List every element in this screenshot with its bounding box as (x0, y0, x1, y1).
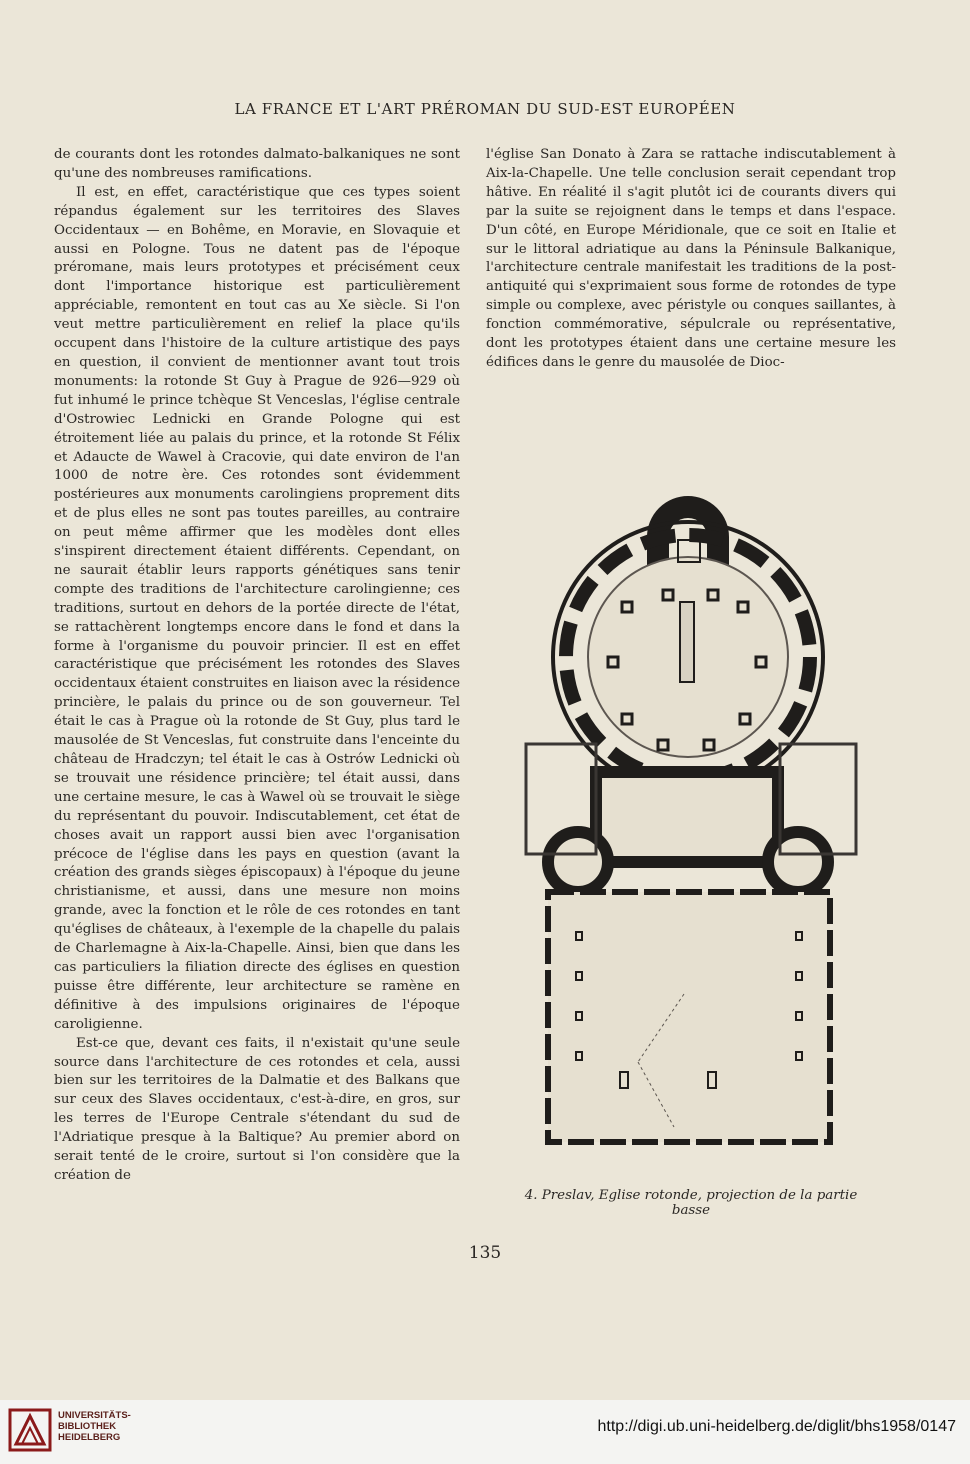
digitization-footer (0, 1400, 970, 1464)
column-base (708, 590, 718, 600)
running-header: LA FRANCE ET L'ART PRÉROMAN DU SUD-EST EUROPÉEN (234, 100, 736, 118)
caption-line: 4. Preslav, Eglise rotonde, projection de la partie (524, 1188, 858, 1203)
paragraph: de courants dont les rotondes dalmato-balkaniques ne sont qu'une des nombreuses ramifications. (54, 147, 460, 181)
caption-line: basse (671, 1203, 711, 1218)
preslav-floor-plan-figure (508, 482, 868, 1182)
left-tower (548, 832, 608, 892)
university-library-logo-icon (8, 1406, 52, 1454)
column-base (756, 657, 766, 667)
library-name-line: UNIVERSITÄTS- (58, 1410, 131, 1421)
right-column (486, 146, 896, 373)
column-base (622, 602, 632, 612)
column-base (663, 590, 673, 600)
right-tower (768, 832, 828, 892)
paragraph: Il est, en effet, caractéristique que ces types soient répandus également sur les territoires des Slaves Occidentaux — en Bohême, en Moravie, en Slovaquie et aussi en Pologne. Tous ne datent pas de l'époque préromane, mais leurs prototypes et précisément ceux dont l'importance historique est particulièrement appréciable, remontent en tout cas au Xe siècle. Si l'on veut mettre particulièrement en relief la place qu'ils occupent dans l'histoire de la culture artistique des pays en question, il convient de mentionner avant tout trois monuments: la rotonde St Guy à Prague de 926—929 où fut inhumé le prince tchèque St Venceslas, l'église centrale d'Ostrowiec Lednicki en Grande Pologne qui est étroitement liée au palais du prince, et la rotonde St Félix et Adaucte de Wawel à Cracovie, qui date environ de l'an 1000 de notre ère. Ces rotondes sont évidemment postérieures aux monuments carolingiens proprement dits et de plus elles ne sont pas toutes pareilles, au contraire on peut même affirmer que les modèles dont elles s'inspirent directement étaient différents. Cependant, on ne saurait établir leurs rapports génétiques sans tenir compte des traditions de l'architecture carolingienne; ces traditions, surtout en dehors de la portée directe de l'état, se rattachèrent longtemps encore dans le fond et dans la forme à l'organisme du pouvoir princier. Il est en effet caractéristique que précisément les rotondes des Slaves occidentaux étaient construites en liaison avec la résidence princière, le palais du prince ou de son gouverneur. Tel était le cas à Prague où la rotonde de St Guy, plus tard le mausolée de St Venceslas, fut construite dans l'enceinte du château de Hradczyn; tel était le cas à Ostrów Lednicki où se trouvait une résidence princière; tel était aussi, dans une certaine mesure, le cas à Wawel où se trouvait le siège du représentant du pouvoir. Indiscutablement, cet état de choses avait un rapport aussi bien avec l'organisation précoce de l'église dans les pays en question (avant la création des grands sièges épiscopaux) à l'époque du jeune christianisme, et aussi, dans une mesure non moins grande, avec la fonction et le rôle de ces rotondes en tant qu'églises de châteaux, à l'exemple de la chapelle du palais de Charlemagne à Aix-la-Chapelle. Ainsi, bien que dans les cas particuliers la filiation directe des églises en question puisse être différente, leur architecture se ramène en définitive à des impulsions originaires de l'époque caroligienne. (54, 184, 460, 1032)
figure-caption (486, 1188, 896, 1218)
column-base (704, 740, 714, 750)
column-base (738, 602, 748, 612)
library-name-line: HEIDELBERG (58, 1432, 121, 1443)
source-url-link[interactable]: http://digi.ub.uni-heidelberg.de/diglit/bhs1958/0147 (597, 1418, 956, 1435)
library-name-line: BIBLIOTHEK (58, 1421, 117, 1432)
narthex (596, 772, 778, 862)
column-base (658, 740, 668, 750)
atrium (548, 892, 830, 1142)
column-base (622, 714, 632, 724)
paragraph: Est-ce que, devant ces faits, il n'existait qu'une seule source dans l'architecture de ces rotondes et cela, aussi bien sur les territoires de la Dalmatie et des Balkans que sur ceux des Slaves occidentaux, c'est-à-dire, en gros, sur les terres de l'Europe Centrale s'étendant du sud de l'Adriatique presque à la Baltique? Au premier abord on serait tenté de le croire, surtout si l'on considère que la création de (54, 1035, 460, 1183)
central-tomb (680, 602, 694, 682)
paragraph: l'église San Donato à Zara se rattache indiscutablement à Aix-la-Chapelle. Une telle conclusion serait cependant trop hâtive. En réalité il s'agit plutôt ici de courants divers qui par la suite se rejoignent dans le temps et dans l'espace. D'un côté, en Europe Méridionale, que ce soit en Italie et sur le littoral adriatique au dans la Péninsule Balkanique, l'architecture centrale manifestait les traditions de la post-antiquité qui s'exprimaient sous forme de rotondes de type simple ou complexe, avec péristyle ou conques saillantes, à fonction commémorative, sépulcrale ou représentative, dont les prototypes étaient dans une certaine mesure les édifices dans le genre du mausolée de Dioc- (486, 147, 896, 370)
column-base (608, 657, 618, 667)
left-column (54, 146, 460, 1186)
page-number: 135 (468, 1243, 502, 1263)
column-base (740, 714, 750, 724)
library-name (58, 1410, 131, 1443)
